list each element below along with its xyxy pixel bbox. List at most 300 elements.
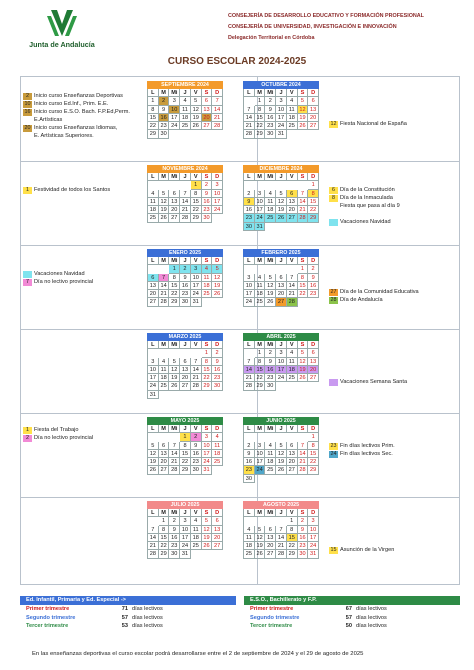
day-cell: 20	[265, 542, 276, 550]
day-cell: 12	[212, 274, 223, 282]
day-cell: 5	[265, 274, 276, 282]
weekday-label: M	[255, 257, 266, 265]
day-cell: 7	[298, 190, 309, 198]
event-legend-item	[23, 101, 108, 108]
event-swatch	[23, 117, 32, 124]
day-cell: 18	[255, 290, 266, 298]
trimester-days: 57	[345, 614, 352, 621]
day-cell: 16	[244, 206, 255, 214]
weekday-label: J	[276, 509, 287, 517]
day-cell: 16	[265, 366, 276, 374]
day-cell: 13	[202, 106, 213, 114]
day-cell: 27	[202, 122, 213, 130]
trimester-row	[20, 622, 236, 631]
day-cell: 18	[148, 206, 159, 214]
day-cell: 17	[244, 290, 255, 298]
day-cell: 27	[148, 298, 159, 306]
calendar-grid	[20, 76, 460, 585]
delegacion-line: Delegación Territorial en Córdoba	[228, 35, 315, 41]
weekday-label: M	[159, 257, 170, 265]
day-cell: 28	[244, 130, 255, 138]
day-cell: 23	[191, 458, 202, 466]
month-calendar	[243, 417, 319, 483]
day-cell: 20	[180, 374, 191, 382]
day-cell: 12	[298, 106, 309, 114]
day-cell: 7	[287, 274, 298, 282]
day-cell: 19	[169, 374, 180, 382]
event-legend-item	[329, 121, 407, 128]
day-cell: 3	[169, 97, 180, 105]
event-legend-item	[329, 211, 340, 218]
logo-text: Junta de Andalucía	[29, 40, 95, 49]
day-cell: 26	[276, 214, 287, 222]
day-cell: 21	[244, 374, 255, 382]
day-cell: 6	[287, 190, 298, 198]
day-cell: 5	[212, 265, 223, 273]
day-cell: 10	[244, 282, 255, 290]
month-calendar	[147, 249, 223, 307]
day-cell: 21	[276, 542, 287, 550]
day-cell: 10	[202, 442, 213, 450]
day-cell: 1	[287, 517, 298, 525]
day-cell: 20	[212, 534, 223, 542]
day-cell: 4	[287, 97, 298, 105]
month-title: FEBRERO 2025	[243, 249, 319, 257]
weekday-label: J	[276, 425, 287, 433]
day-cell: 4	[148, 190, 159, 198]
day-cell: 29	[191, 214, 202, 222]
day-cell: 22	[202, 374, 213, 382]
trimester-row	[244, 622, 460, 631]
weekday-label: V	[191, 89, 202, 97]
day-cell: 19	[212, 282, 223, 290]
day-cell: 4	[244, 526, 255, 534]
day-cell: 12	[202, 526, 213, 534]
day-cell: 29	[148, 130, 159, 138]
day-cell: 16	[159, 114, 170, 122]
event-label: Fiesta Nacional de España	[340, 121, 407, 127]
footer-right-box	[244, 596, 460, 642]
event-legend-item	[329, 203, 400, 210]
day-cell: 26	[191, 122, 202, 130]
day-cell: 19	[298, 114, 309, 122]
weekday-label: D	[212, 341, 223, 349]
weekday-label: J	[276, 89, 287, 97]
trimester-row	[20, 614, 236, 623]
day-cell: 6	[276, 274, 287, 282]
event-label: Asunción de la Virgen	[340, 547, 395, 553]
day-cell: 17	[308, 534, 319, 542]
day-cell: 7	[159, 274, 170, 282]
day-cell: 12	[276, 450, 287, 458]
day-cell: 27	[276, 298, 287, 306]
day-cell: 19	[159, 206, 170, 214]
day-cell: 24	[276, 374, 287, 382]
day-cell: 12	[191, 106, 202, 114]
event-swatch: 2	[23, 435, 32, 442]
weekday-label: S	[202, 173, 213, 181]
month-title: JULIO 2025	[147, 501, 223, 509]
weekday-label: D	[212, 425, 223, 433]
weekday-label: V	[287, 425, 298, 433]
day-cell: 11	[265, 198, 276, 206]
day-cell: 4	[265, 190, 276, 198]
event-legend-item	[23, 279, 93, 286]
day-cell: 10	[255, 450, 266, 458]
day-cell: 5	[202, 517, 213, 525]
day-cell: 26	[276, 466, 287, 474]
day-cell: 24	[244, 298, 255, 306]
trimester-name: Primer trimestre	[26, 606, 70, 612]
event-label: Inicio curso Ed.Inf., Prim. E.E.	[34, 101, 109, 107]
event-swatch	[329, 211, 338, 218]
day-cell: 6	[159, 442, 170, 450]
day-cell: 16	[244, 458, 255, 466]
day-cell: 13	[308, 106, 319, 114]
event-legend-item	[23, 271, 85, 278]
day-cell: 17	[276, 366, 287, 374]
day-cell: 9	[265, 106, 276, 114]
trimester-days: 71	[121, 606, 128, 612]
day-cell: 16	[169, 534, 180, 542]
day-cell: 28	[287, 298, 298, 306]
day-cell: 1	[180, 433, 191, 441]
trimester-row	[244, 605, 460, 614]
weekday-label: L	[244, 341, 255, 349]
weekday-label: L	[148, 89, 159, 97]
weekday-label: Mi	[265, 341, 276, 349]
day-cell: 7	[148, 526, 159, 534]
day-cell: 6	[308, 97, 319, 105]
day-cell: 21	[159, 290, 170, 298]
weekday-label: D	[308, 173, 319, 181]
day-cell: 16	[202, 198, 213, 206]
day-cell: 18	[212, 450, 223, 458]
day-cell: 17	[255, 206, 266, 214]
day-cell: 20	[287, 206, 298, 214]
footer-right-head: E.S.O., Bachillerato y F.P.	[244, 596, 460, 605]
month-title: AGOSTO 2025	[243, 501, 319, 509]
trimester-unit: días lectivos	[132, 606, 163, 612]
day-cell: 15	[255, 366, 266, 374]
day-cell: 15	[202, 366, 213, 374]
trimester-days: 53	[121, 623, 128, 629]
weekday-label: Mi	[265, 173, 276, 181]
day-cell: 24	[212, 206, 223, 214]
footer-note: En las enseñanzas deportivas el curso escolar podrá desarrollarse entre el 2 de septiembre de 2024 y el 29 de agosto de 2025	[32, 651, 364, 657]
day-cell: 21	[212, 114, 223, 122]
day-cell: 21	[148, 542, 159, 550]
day-cell: 25	[148, 214, 159, 222]
day-cell: 8	[255, 106, 266, 114]
day-cell: 24	[255, 466, 266, 474]
weekday-label: D	[212, 509, 223, 517]
day-cell: 17	[191, 282, 202, 290]
day-cell: 21	[287, 290, 298, 298]
day-cell: 25	[265, 214, 276, 222]
event-label: Día de la Constitución	[340, 187, 395, 193]
day-cell: 23	[298, 542, 309, 550]
day-cell: 29	[255, 382, 266, 390]
trimester-unit: días lectivos	[356, 623, 387, 629]
event-swatch	[329, 379, 338, 386]
day-cell: 20	[169, 206, 180, 214]
day-cell: 27	[308, 122, 319, 130]
event-swatch: 10	[24, 101, 31, 107]
weekday-label: L	[148, 341, 159, 349]
day-cell: 29	[255, 130, 266, 138]
weekday-label: S	[298, 173, 309, 181]
day-cell: 23	[308, 290, 319, 298]
day-cell: 9	[159, 106, 170, 114]
month-title: MARZO 2025	[147, 333, 223, 341]
day-cell: 3	[276, 97, 287, 105]
event-label: Fin días lectivos Sec.	[340, 451, 393, 457]
day-cell: 23	[265, 122, 276, 130]
day-cell: 14	[169, 450, 180, 458]
day-cell: 22	[159, 542, 170, 550]
day-cell: 15	[148, 114, 159, 122]
day-cell: 1	[308, 433, 319, 441]
day-cell: 3	[202, 433, 213, 441]
day-cell: 14	[148, 534, 159, 542]
weekday-label: V	[287, 173, 298, 181]
event-legend-item	[23, 117, 62, 124]
day-cell: 3	[212, 181, 223, 189]
weekday-label: Mi	[265, 425, 276, 433]
month-calendar	[147, 501, 223, 559]
weekday-label: L	[244, 173, 255, 181]
trimester-name: Segundo trimestre	[26, 614, 76, 621]
weekday-label: M	[159, 341, 170, 349]
event-label: Día no lectivo provincial	[34, 279, 94, 285]
weekday-label: V	[191, 173, 202, 181]
event-swatch: 2	[23, 93, 32, 100]
month-calendar	[243, 501, 319, 559]
day-cell: 1	[298, 265, 309, 273]
day-cell: 18	[180, 114, 191, 122]
event-label: Festividad de todos los Santos	[34, 187, 111, 193]
day-cell: 4	[255, 274, 266, 282]
day-cell: 1	[202, 349, 213, 357]
day-cell: 4	[180, 97, 191, 105]
event-swatch: 15	[330, 547, 337, 553]
day-cell: 28	[298, 214, 309, 222]
event-swatch: 27	[330, 289, 337, 295]
day-cell: 14	[287, 282, 298, 290]
day-cell: 17	[180, 534, 191, 542]
day-cell: 14	[180, 198, 191, 206]
event-legend-item	[329, 443, 395, 450]
day-cell: 8	[148, 106, 159, 114]
event-legend-item	[23, 125, 117, 132]
day-cell: 15	[308, 198, 319, 206]
day-cell: 30	[169, 550, 180, 558]
day-cell: 10	[191, 274, 202, 282]
event-label: Inicio curso Enseñanzas Idiomas,	[34, 125, 118, 131]
trimester-unit: días lectivos	[132, 623, 163, 629]
event-label: Vacaciones Navidad	[340, 219, 391, 225]
day-cell: 11	[244, 534, 255, 542]
day-cell: 25	[244, 550, 255, 558]
day-cell: 23	[202, 206, 213, 214]
day-cell: 10	[276, 106, 287, 114]
event-swatch: 1	[23, 187, 32, 194]
day-cell: 14	[298, 450, 309, 458]
weekday-label: V	[287, 341, 298, 349]
day-cell: 29	[169, 298, 180, 306]
month-calendar	[147, 81, 223, 139]
day-cell: 12	[298, 358, 309, 366]
day-cell: 30	[159, 130, 170, 138]
event-legend-item	[23, 109, 130, 116]
day-cell: 2	[212, 349, 223, 357]
day-cell: 9	[308, 274, 319, 282]
trimester-name: Primer trimestre	[250, 606, 294, 612]
day-cell: 3	[276, 349, 287, 357]
event-swatch: 8	[329, 195, 338, 202]
weekday-label: V	[191, 257, 202, 265]
event-swatch: 12	[330, 121, 337, 127]
day-cell: 13	[169, 198, 180, 206]
day-cell: 9	[265, 358, 276, 366]
day-cell: 6	[287, 442, 298, 450]
day-cell: 10	[212, 190, 223, 198]
day-cell: 31	[148, 391, 159, 399]
day-cell: 25	[212, 458, 223, 466]
weekday-label: D	[308, 257, 319, 265]
day-cell: 23	[169, 542, 180, 550]
day-cell: 19	[202, 534, 213, 542]
day-cell: 7	[169, 442, 180, 450]
day-cell: 9	[202, 190, 213, 198]
weekday-label: L	[244, 89, 255, 97]
weekday-label: M	[159, 509, 170, 517]
day-cell: 28	[212, 122, 223, 130]
day-cell: 18	[265, 458, 276, 466]
day-cell: 25	[191, 542, 202, 550]
day-cell: 26	[255, 550, 266, 558]
day-cell: 28	[159, 298, 170, 306]
day-cell: 30	[298, 550, 309, 558]
day-cell: 10	[180, 526, 191, 534]
day-cell: 19	[148, 458, 159, 466]
day-cell: 25	[202, 290, 213, 298]
event-legend-item	[23, 187, 110, 194]
day-cell: 28	[244, 382, 255, 390]
day-cell: 7	[180, 190, 191, 198]
day-cell: 28	[169, 466, 180, 474]
day-cell: 15	[255, 114, 266, 122]
day-cell: 10	[255, 198, 266, 206]
day-cell: 9	[191, 442, 202, 450]
event-label: Vacaciones Navidad	[34, 271, 85, 277]
event-label: Día de Andalucía	[340, 297, 383, 303]
day-cell: 12	[169, 366, 180, 374]
day-cell: 31	[191, 298, 202, 306]
weekday-label: J	[276, 173, 287, 181]
day-cell: 16	[308, 282, 319, 290]
event-label: Día de la Inmaculada	[340, 195, 393, 201]
weekday-label: J	[276, 341, 287, 349]
day-cell: 2	[265, 97, 276, 105]
weekday-label: V	[191, 341, 202, 349]
day-cell: 5	[276, 190, 287, 198]
day-cell: 22	[298, 290, 309, 298]
day-cell: 13	[308, 358, 319, 366]
day-cell: 5	[148, 442, 159, 450]
day-cell: 15	[191, 198, 202, 206]
trimester-unit: días lectivos	[132, 614, 163, 621]
day-cell: 2	[265, 349, 276, 357]
day-cell: 6	[265, 526, 276, 534]
event-swatch	[329, 219, 338, 226]
day-cell: 21	[298, 458, 309, 466]
weekday-label: J	[276, 257, 287, 265]
day-cell: 9	[180, 274, 191, 282]
day-cell: 27	[287, 214, 298, 222]
day-cell: 21	[191, 374, 202, 382]
weekday-label: Mi	[169, 257, 180, 265]
day-cell: 5	[255, 526, 266, 534]
day-cell: 24	[255, 214, 266, 222]
day-cell: 14	[191, 366, 202, 374]
weekday-label: J	[180, 425, 191, 433]
day-cell: 6	[212, 517, 223, 525]
day-cell: 12	[276, 198, 287, 206]
day-cell: 25	[255, 298, 266, 306]
weekday-label: J	[180, 89, 191, 97]
day-cell: 22	[255, 122, 266, 130]
day-cell: 29	[202, 382, 213, 390]
weekday-label: Mi	[265, 89, 276, 97]
day-cell: 26	[169, 382, 180, 390]
day-cell: 28	[180, 214, 191, 222]
day-cell: 25	[159, 382, 170, 390]
day-cell: 26	[202, 542, 213, 550]
day-cell: 18	[287, 114, 298, 122]
weekday-label: L	[148, 257, 159, 265]
day-cell: 7	[191, 358, 202, 366]
page-title: CURSO ESCOLAR 2024-2025	[167, 56, 307, 67]
weekday-label: S	[298, 89, 309, 97]
day-cell: 3	[191, 265, 202, 273]
weekday-label: M	[159, 173, 170, 181]
day-cell: 11	[180, 106, 191, 114]
day-cell: 20	[308, 366, 319, 374]
weekday-label: D	[308, 509, 319, 517]
day-cell: 20	[276, 290, 287, 298]
page-header	[0, 0, 474, 54]
event-legend-item	[329, 547, 394, 554]
event-label: E. Artísticas Superiores.	[34, 133, 94, 139]
weekday-label: L	[148, 509, 159, 517]
event-swatch: 23	[330, 443, 337, 449]
day-cell: 30	[212, 382, 223, 390]
weekday-label: D	[212, 257, 223, 265]
day-cell: 8	[298, 274, 309, 282]
event-legend-item	[329, 195, 393, 202]
day-cell: 10	[148, 366, 159, 374]
event-legend-item	[23, 435, 93, 442]
month-title: OCTUBRE 2024	[243, 81, 319, 89]
day-cell: 22	[255, 374, 266, 382]
day-cell: 5	[191, 97, 202, 105]
event-swatch: 16	[24, 109, 31, 115]
event-label: Vacaciones Semana Santa	[340, 379, 408, 385]
day-cell: 8	[255, 358, 266, 366]
weekday-label: S	[202, 89, 213, 97]
